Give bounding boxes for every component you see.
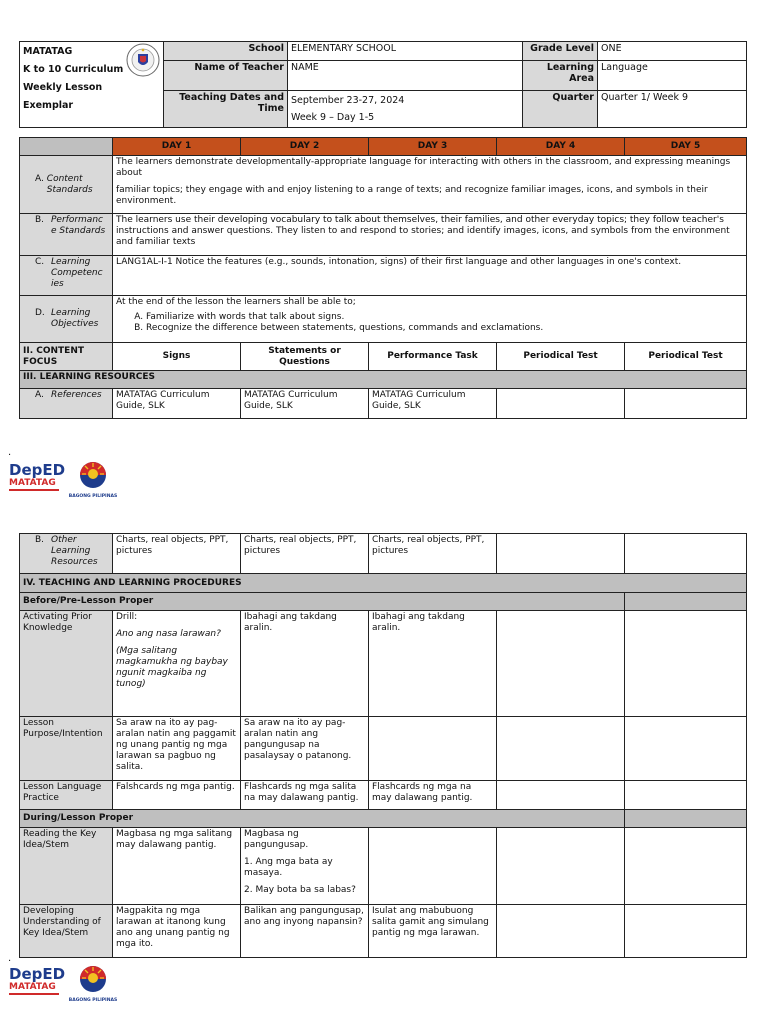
references-label: References bbox=[51, 390, 102, 400]
content-focus-day-3: Performance Task bbox=[369, 343, 497, 371]
objective-item: A. Familiarize with words that talk about signs. bbox=[146, 312, 743, 323]
practice-day-5 bbox=[625, 781, 747, 810]
day-header-2: DAY 2 bbox=[241, 138, 369, 156]
references-label-cell bbox=[20, 389, 113, 419]
area-label: Learning Area bbox=[523, 61, 598, 91]
procedures-label: IV. TEACHING AND LEARNING PROCEDURES bbox=[20, 574, 747, 593]
references-day-1: MATATAG Curriculum Guide, SLK bbox=[113, 389, 241, 419]
references-day-3: MATATAG Curriculum Guide, SLK bbox=[369, 389, 497, 419]
lesson-table-page-1 bbox=[19, 137, 747, 419]
quarter-value: Quarter 1/ Week 9 bbox=[598, 91, 747, 128]
developing-day-3: Isulat ang mabubuong salita gamit ang simulang pantig ng mga larawan. bbox=[369, 905, 497, 958]
bagong-pilipinas-text: BAGONG PILIPINAS bbox=[68, 998, 118, 1003]
lesson-table-page-2 bbox=[19, 533, 747, 958]
day-header-3: DAY 3 bbox=[369, 138, 497, 156]
matatag-wordmark: MATATAG bbox=[9, 478, 56, 488]
practice-label: Lesson Language Practice bbox=[20, 781, 113, 810]
other-resources-day-2: Charts, real objects, PPT, pictures bbox=[241, 534, 369, 574]
reading-day-2-item-2: 2. May bota ba sa labas? bbox=[244, 885, 356, 895]
objectives-text bbox=[113, 296, 747, 343]
references-day-2: MATATAG Curriculum Guide, SLK bbox=[241, 389, 369, 419]
developing-day-4 bbox=[497, 905, 625, 958]
competencies-label-cell bbox=[20, 256, 113, 296]
bagong-pilipinas-sun-icon bbox=[73, 460, 113, 490]
practice-day-3: Flashcards ng mga na may dalawang pantig. bbox=[369, 781, 497, 810]
footer-dot-2: . bbox=[8, 953, 12, 964]
matatag-wordmark: MATATAG bbox=[9, 982, 56, 992]
reading-day-2-intro: Magbasa ng pangungusap. bbox=[244, 829, 309, 850]
purpose-day-4 bbox=[497, 717, 625, 781]
performance-standards-text: The learners use their developing vocabulary to talk about themselves, their families, and other everyday topics; they follow teacher's instructions and answer questions. They listen to and respond to stories; and identify images, icons, and symbols from the environment and familiar texts bbox=[113, 214, 747, 256]
purpose-day-2: Sa araw na ito ay pag-aralan natin ang pangungusap na pasalaysay o patanong. bbox=[241, 717, 369, 781]
activating-question: Ano ang nasa larawan? bbox=[116, 629, 221, 639]
content-focus-label: II. CONTENT FOCUS bbox=[20, 343, 113, 371]
developing-day-2: Balikan ang pangungusap, ano ang inyong napansin? bbox=[241, 905, 369, 958]
deped-logo-1 bbox=[9, 462, 64, 491]
activating-day-4 bbox=[497, 611, 625, 717]
developing-label: Developing Understanding of Key Idea/Stem bbox=[20, 905, 113, 958]
practice-day-4 bbox=[497, 781, 625, 810]
activating-label: Activating Prior Knowledge bbox=[20, 611, 113, 717]
references-letter: A. bbox=[35, 390, 44, 400]
activating-note: (Mga salitang magkamukha ng baybay ngunit magkaiba ng tunog) bbox=[116, 646, 228, 689]
header-table bbox=[19, 41, 747, 128]
bagong-pilipinas-text: BAGONG PILIPINAS bbox=[68, 494, 118, 499]
practice-day-1: Falshcards ng mga pantig. bbox=[113, 781, 241, 810]
other-resources-day-3: Charts, real objects, PPT, pictures bbox=[369, 534, 497, 574]
purpose-day-3 bbox=[369, 717, 497, 781]
competencies-letter: C. bbox=[35, 257, 45, 267]
header-title-line-1: MATATAG bbox=[23, 46, 73, 57]
content-standards-text bbox=[113, 156, 747, 214]
developing-day-1: Magpakita ng mga larawan at itanong kung ano ang unang pantig ng mga ito. bbox=[113, 905, 241, 958]
content-standards-text-1: The learners demonstrate developmentally-appropriate language for interacting with others in the classroom, and expressing meanings about bbox=[116, 157, 731, 178]
reading-day-3 bbox=[369, 828, 497, 905]
content-focus-day-1: Signs bbox=[113, 343, 241, 371]
objective-item: B. Recognize the difference between statements, questions, commands and exclamations. bbox=[146, 323, 743, 334]
bagong-pilipinas-sun-icon bbox=[73, 964, 113, 994]
teacher-label: Name of Teacher bbox=[164, 61, 288, 91]
day-header-5: DAY 5 bbox=[625, 138, 747, 156]
header-title-line-2: K to 10 Curriculum bbox=[23, 64, 124, 75]
other-resources-letter: B. bbox=[35, 535, 45, 545]
other-resources-label-cell bbox=[20, 534, 113, 574]
area-value: Language bbox=[598, 61, 747, 91]
day-header-1: DAY 1 bbox=[113, 138, 241, 156]
competencies-label: Learning Competenc ies bbox=[51, 257, 103, 289]
activating-day-3: Ibahagi ang takdang aralin. bbox=[369, 611, 497, 717]
content-standards-text-2: familiar topics; they engage with and enjoy listening to a range of texts; and recognize familiar images, icons, and symbols in their environment. bbox=[116, 185, 708, 206]
objectives-list bbox=[116, 312, 743, 334]
day-header-4: DAY 4 bbox=[497, 138, 625, 156]
deped-logo-2 bbox=[9, 966, 64, 995]
content-standards-label-cell bbox=[20, 156, 113, 214]
other-resources-day-4 bbox=[497, 534, 625, 574]
dates-week: Week 9 – Day 1-5 bbox=[291, 112, 375, 123]
deped-wordmark: DepED bbox=[9, 965, 66, 983]
grade-label: Grade Level bbox=[523, 42, 598, 61]
activating-drill: Drill: bbox=[116, 612, 138, 622]
purpose-day-5 bbox=[625, 717, 747, 781]
developing-day-5 bbox=[625, 905, 747, 958]
header-title-line-4: Exemplar bbox=[23, 100, 74, 111]
content-focus-day-5: Periodical Test bbox=[625, 343, 747, 371]
dates-value-cell bbox=[288, 91, 523, 128]
activating-day-5 bbox=[625, 611, 747, 717]
objectives-label: Learning Objectives bbox=[51, 308, 99, 329]
other-resources-day-5 bbox=[625, 534, 747, 574]
other-resources-label: Other Learning Resources bbox=[51, 535, 98, 567]
performance-standards-letter: B. bbox=[35, 215, 45, 225]
activating-day-1 bbox=[113, 611, 241, 717]
teacher-value: NAME bbox=[288, 61, 523, 91]
practice-day-2: Flashcards ng mga salita na may dalawang pantig. bbox=[241, 781, 369, 810]
objectives-intro: At the end of the lesson the learners shall be able to; bbox=[116, 297, 356, 307]
content-focus-day-4: Periodical Test bbox=[497, 343, 625, 371]
bagong-pilipinas-logo-2 bbox=[66, 964, 120, 1003]
school-label: School bbox=[164, 42, 288, 61]
dates-value: September 23-27, 2024 bbox=[291, 95, 405, 106]
learning-resources-label: III. LEARNING RESOURCES bbox=[20, 371, 747, 389]
performance-standards-label-cell bbox=[20, 214, 113, 256]
content-standards-label: Content Standards bbox=[46, 173, 93, 195]
during-lesson-blank bbox=[625, 810, 747, 828]
objectives-label-cell bbox=[20, 296, 113, 343]
reading-day-2-item-1: 1. Ang mga bata ay masaya. bbox=[244, 857, 333, 878]
reading-day-5 bbox=[625, 828, 747, 905]
objectives-letter: D. bbox=[35, 308, 45, 318]
references-day-5 bbox=[625, 389, 747, 419]
header-title-cell bbox=[20, 42, 164, 128]
activating-day-2: Ibahagi ang takdang aralin. bbox=[241, 611, 369, 717]
content-standards-letter: A. bbox=[35, 173, 44, 184]
competencies-text: LANG1AL-I-1 Notice the features (e.g., sounds, intonation, signs) of their first language and other languages in one's context. bbox=[113, 256, 747, 296]
performance-standards-label: Performanc e Standards bbox=[51, 215, 106, 236]
dates-label: Teaching Dates and Time bbox=[164, 91, 288, 128]
footer-dot-1: . bbox=[8, 447, 12, 458]
before-lesson-label: Before/Pre-Lesson Proper bbox=[20, 593, 625, 611]
purpose-label: Lesson Purpose/Intention bbox=[20, 717, 113, 781]
grade-value: ONE bbox=[598, 42, 747, 61]
during-lesson-label: During/Lesson Proper bbox=[20, 810, 625, 828]
matatag-underline bbox=[9, 489, 59, 491]
reading-day-2 bbox=[241, 828, 369, 905]
matatag-underline bbox=[9, 993, 59, 995]
reading-day-1: Magbasa ng mga salitang may dalawang pantig. bbox=[113, 828, 241, 905]
content-focus-day-2: Statements or Questions bbox=[241, 343, 369, 371]
quarter-label: Quarter bbox=[523, 91, 598, 128]
deped-seal-icon bbox=[126, 43, 160, 77]
deped-wordmark: DepED bbox=[9, 461, 66, 479]
header-title-line-3: Weekly Lesson bbox=[23, 82, 103, 93]
reading-label: Reading the Key Idea/Stem bbox=[20, 828, 113, 905]
references-day-4 bbox=[497, 389, 625, 419]
school-value: ELEMENTARY SCHOOL bbox=[288, 42, 523, 61]
other-resources-day-1: Charts, real objects, PPT, pictures bbox=[113, 534, 241, 574]
bagong-pilipinas-logo-1 bbox=[66, 460, 120, 499]
before-lesson-blank bbox=[625, 593, 747, 611]
purpose-day-1: Sa araw na ito ay pag-aralan natin ang paggamit ng unang pantig ng mga larawan sa pagbuo ng salita. bbox=[113, 717, 241, 781]
reading-day-4 bbox=[497, 828, 625, 905]
day-header-blank bbox=[20, 138, 113, 156]
